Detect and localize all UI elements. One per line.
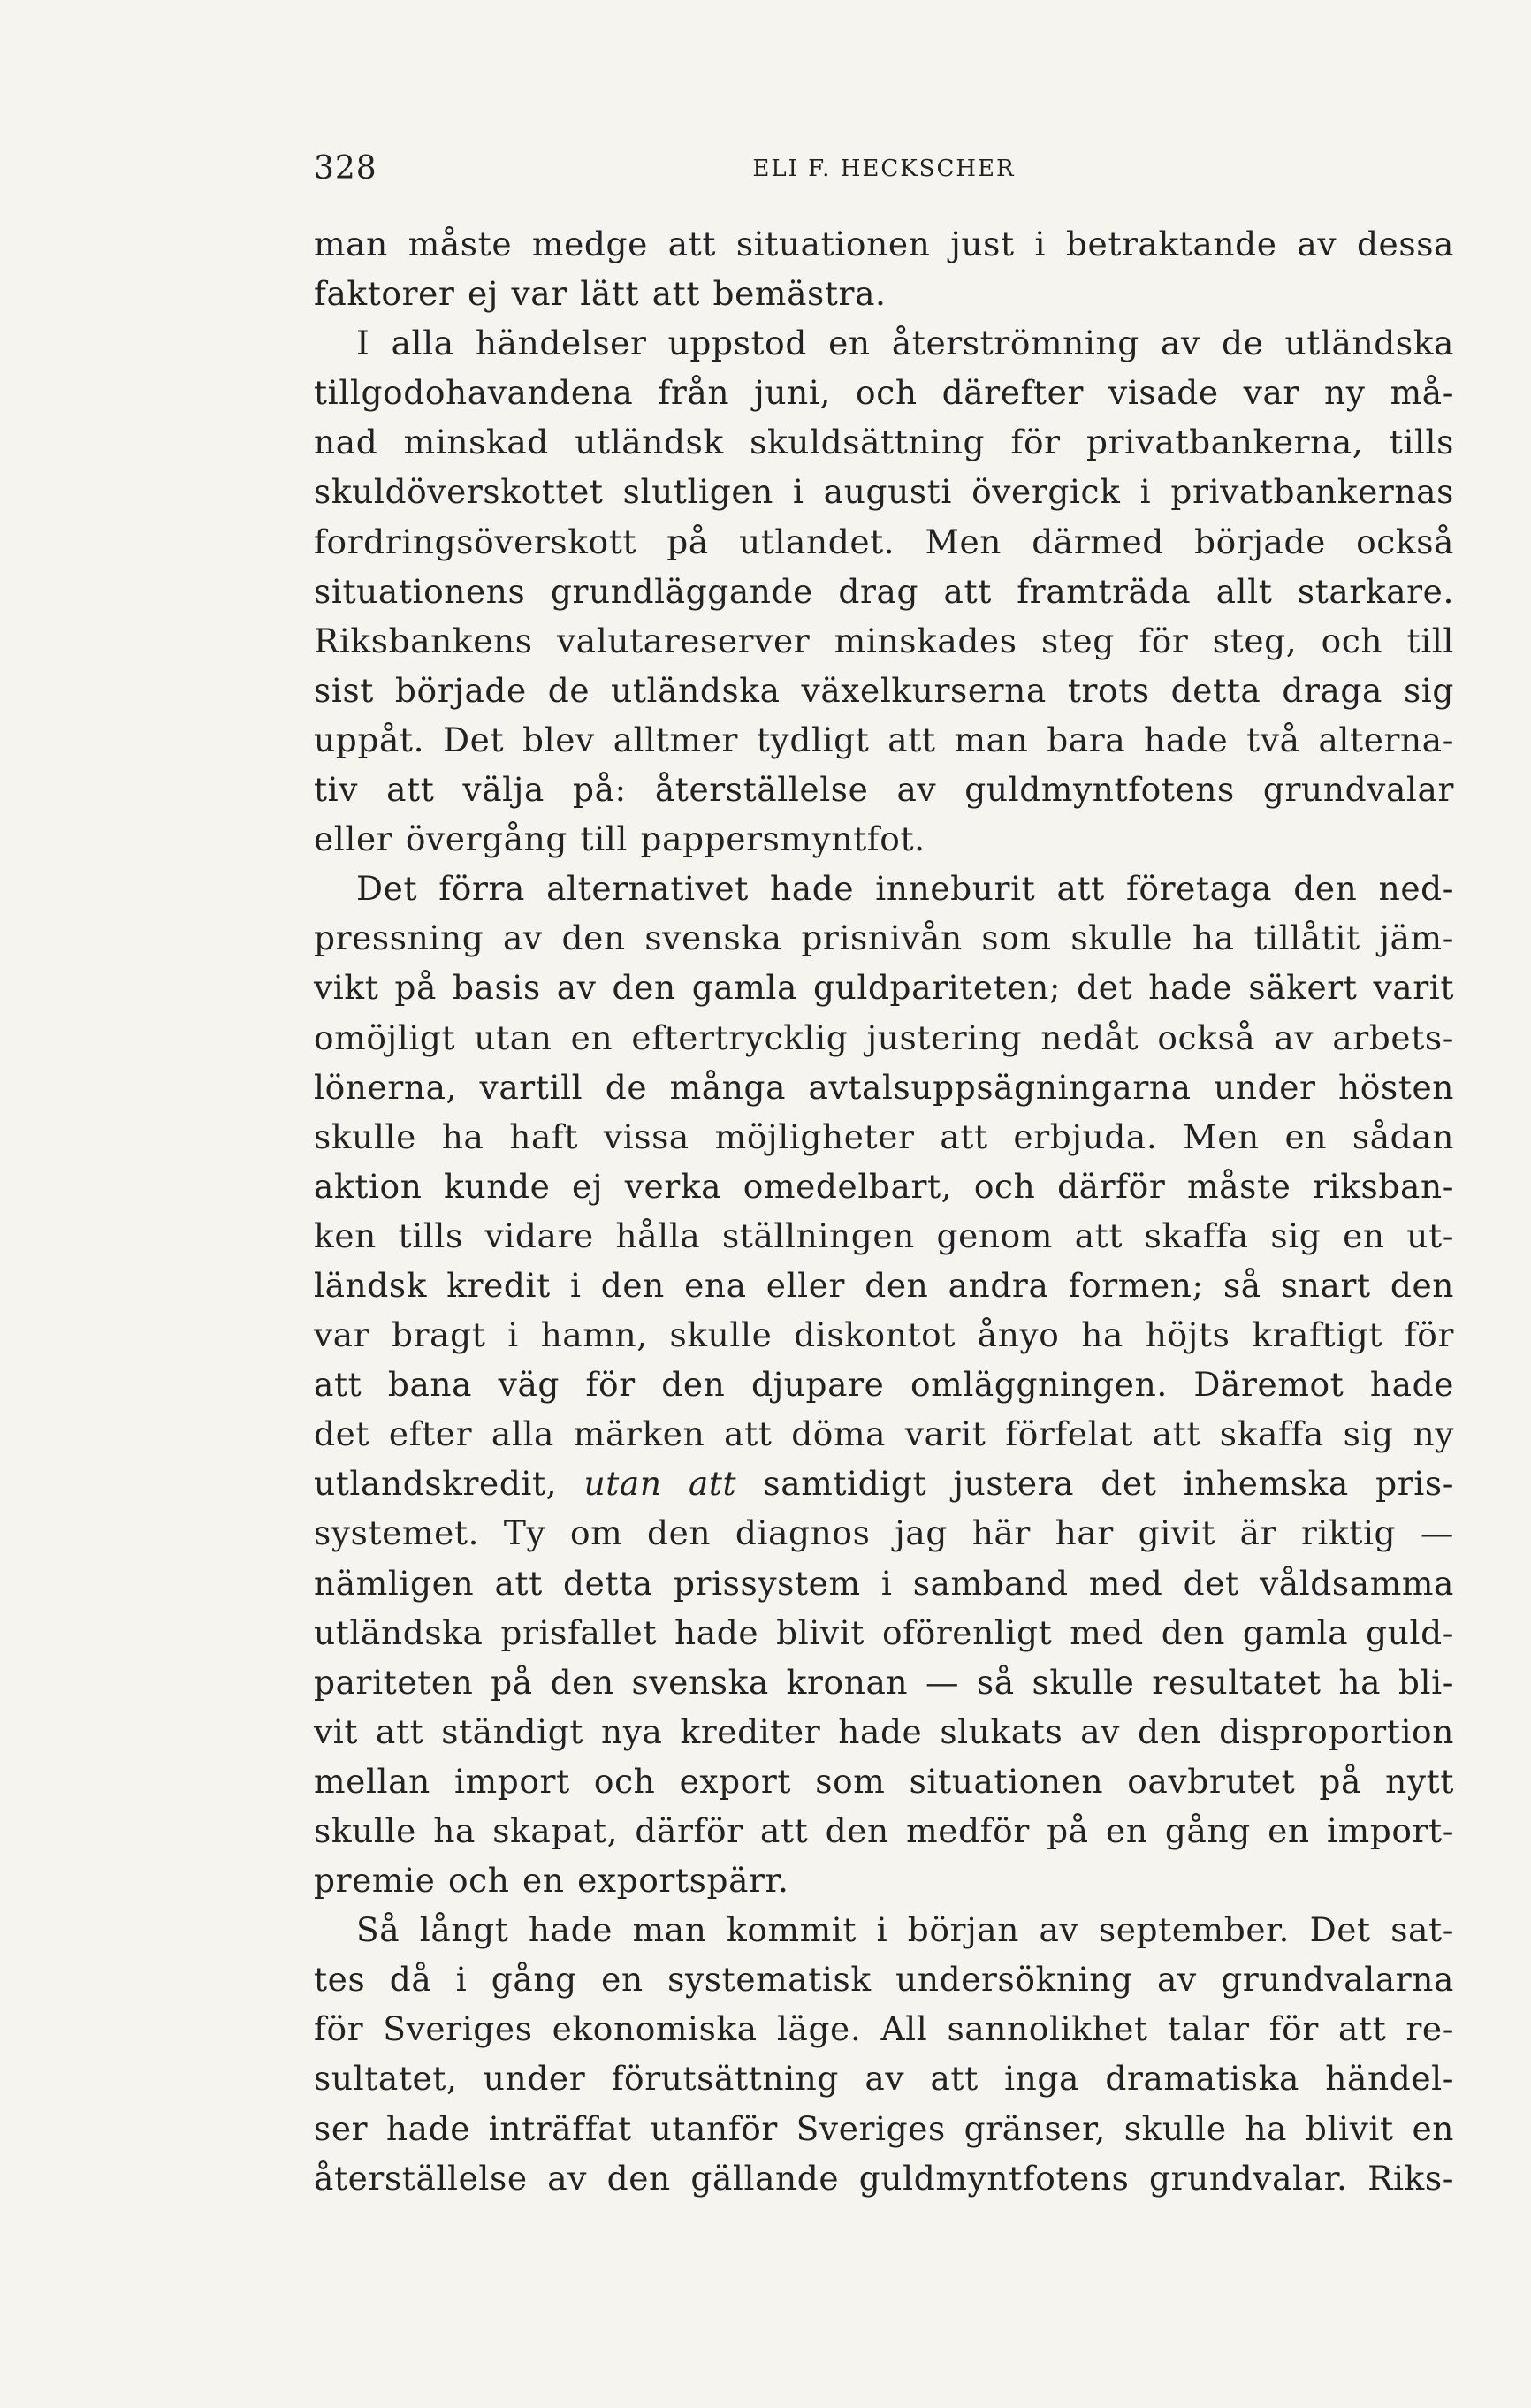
text-line: vikt på basis av den gamla guldpariteten; det hade säkert varit xyxy=(314,968,1454,1008)
text-line: Riksbankens valutareserver minskades steg för steg, och till xyxy=(314,621,1454,660)
text-line: var bragt i hamn, skulle diskontot ånyo ha höjts kraftigt för xyxy=(314,1315,1454,1355)
body-text xyxy=(314,219,1454,2203)
text-line: ländsk kredit i den ena eller den andra formen; så snart den xyxy=(314,1265,1454,1305)
text-line: Det förra alternativet hade inneburit att företaga den ned- xyxy=(356,869,1454,909)
text-line: skulle ha skapat, därför att den medför på en gång en import- xyxy=(314,1811,1454,1850)
text-line: situationens grundläggande drag att framträda allt starkare. xyxy=(314,571,1454,611)
text-line: skuldöverskottet slutligen i augusti övergick i privatbankernas xyxy=(314,472,1454,512)
page-number: 328 xyxy=(314,150,377,187)
text-line: sultatet, under förutsättning av att inga dramatiska händel- xyxy=(314,2059,1454,2099)
text-line: Så långt hade man kommit i början av september. Det sat- xyxy=(356,1910,1454,1950)
text-line: utländska prisfallet hade blivit oförenligt med den gamla guld- xyxy=(314,1612,1454,1652)
text-line: pariteten på den svenska kronan — så skulle resultatet ha bli- xyxy=(314,1662,1454,1702)
text-line: I alla händelser uppstod en återströmning av de utländska xyxy=(356,324,1454,363)
line-segment: samtidigt justera det inhemska pris- xyxy=(736,1464,1454,1504)
text-line: tes då i gång en systematisk undersökning av grundvalarna xyxy=(314,1960,1454,2000)
text-line: det efter alla märken att döma varit förfelat att skaffa sig ny xyxy=(314,1414,1454,1454)
text-line: omöjligt utan en eftertrycklig justering nedåt också av arbets- xyxy=(314,1017,1454,1057)
text-line: återställelse av den gällande guldmyntfotens grundvalar. Riks- xyxy=(314,2158,1454,2198)
text-line: fordringsöverskott på utlandet. Men därmed började också xyxy=(314,522,1454,561)
text-line: pressning av den svenska prisnivån som skulle ha tillåtit jäm- xyxy=(314,918,1454,958)
text-line: tillgodohavandena från juni, och därefter visade var ny må- xyxy=(314,373,1454,413)
emphasis-text: utan att xyxy=(583,1464,737,1504)
text-line: nad minskad utländsk skuldsättning för privatbankerna, tills xyxy=(314,423,1454,462)
text-line: aktion kunde ej verka omedelbart, och därför måste riksban- xyxy=(314,1166,1454,1206)
text-line: systemet. Ty om den diagnos jag här har givit är riktig — xyxy=(314,1513,1454,1553)
text-line: man måste medge att situationen just i betraktande av dessa xyxy=(314,225,1454,263)
text-line-with-emphasis xyxy=(314,1459,1454,1508)
text-line: uppåt. Det blev alltmer tydligt att man bara hade två alterna- xyxy=(314,720,1454,759)
running-head-title: ELI F. HECKSCHER xyxy=(752,156,1016,182)
text-line: sist började de utländska växelkurserna trots detta draga sig xyxy=(314,670,1454,710)
running-head xyxy=(314,150,1454,194)
text-line: att bana väg för den djupare omläggningen. Däremot hade xyxy=(314,1365,1454,1405)
text-line: lönerna, vartill de många avtalsuppsägningarna under hösten xyxy=(314,1067,1454,1107)
text-line: skulle ha haft vissa möjligheter att erbjuda. Men en sådan xyxy=(314,1116,1454,1156)
text-line: ken tills vidare hålla ställningen genom att skaffa sig en ut- xyxy=(314,1215,1454,1255)
line-segment: utlandskredit, xyxy=(314,1464,584,1504)
text-line: tiv att välja på: återställelse av guldmyntfotens grundvalar xyxy=(314,770,1454,810)
text-line: ser hade inträffat utanför Sveriges gränser, skulle ha blivit en xyxy=(314,2108,1454,2148)
text-line: premie och en exportspärr. xyxy=(314,1861,789,1901)
text-line: vit att ständigt nya krediter hade slukats av den disproportion xyxy=(314,1711,1454,1751)
text-line: för Sveriges ekonomiska läge. All sannolikhet talar för att re- xyxy=(314,2009,1454,2049)
text-line: faktorer ej var lätt att bemästra. xyxy=(314,274,887,314)
text-line: eller övergång till pappersmyntfot. xyxy=(314,819,925,859)
text-line: mellan import och export som situationen oavbrutet på nytt xyxy=(314,1761,1454,1801)
text-line: nämligen att detta prissystem i samband med det våldsamma xyxy=(314,1563,1454,1603)
